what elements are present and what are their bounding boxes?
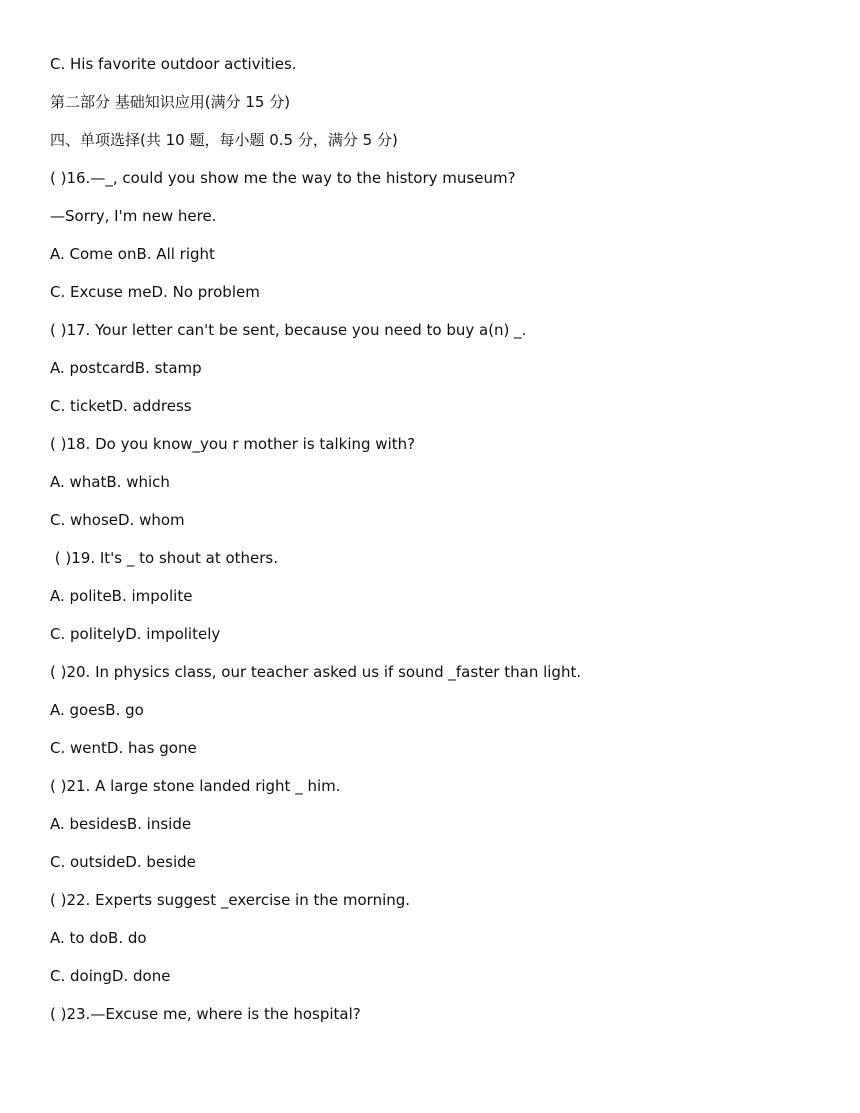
option-line: A. Come onB. All right xyxy=(50,245,215,263)
option-line: C. outsideD. beside xyxy=(50,853,196,871)
question-21: ( )21. A large stone landed right _ him. xyxy=(50,777,341,795)
question-18: ( )18. Do you know_you r mother is talking with? xyxy=(50,435,416,453)
option-line: A. to doB. do xyxy=(50,929,147,947)
question-20: ( )20. In physics class, our teacher asked us if sound _faster than light. xyxy=(50,663,582,681)
option-line: A. goesB. go xyxy=(50,701,144,719)
question-23: ( )23.—Excuse me, where is the hospital? xyxy=(50,1005,361,1023)
subsection-heading: 四、单项选择(共 10 题，每小题 0.5 分，满分 5 分) xyxy=(50,131,398,149)
question-19: ( )19. It's _ to shout at others. xyxy=(50,549,279,567)
option-line: C. Excuse meD. No problem xyxy=(50,283,260,301)
option-line: A. besidesB. inside xyxy=(50,815,192,833)
option-line: C. ticketD. address xyxy=(50,397,192,415)
option-line: C. politelyD. impolitely xyxy=(50,625,221,643)
option-line: C. whoseD. whom xyxy=(50,511,185,529)
option-line: C. doingD. done xyxy=(50,967,171,985)
section-heading: 第二部分 基础知识应用(满分 15 分) xyxy=(50,93,291,111)
option-line: A. politeB. impolite xyxy=(50,587,193,605)
document-body xyxy=(50,53,830,1041)
option-line: C. His favorite outdoor activities. xyxy=(50,55,297,73)
option-line: C. wentD. has gone xyxy=(50,739,197,757)
option-line: A. whatB. which xyxy=(50,473,170,491)
question-16: ( )16.—_, could you show me the way to the history museum? xyxy=(50,169,516,187)
question-17: ( )17. Your letter can't be sent, because you need to buy a(n) _. xyxy=(50,321,527,339)
question-22: ( )22. Experts suggest _exercise in the morning. xyxy=(50,891,411,909)
dialogue-line: —Sorry, I'm new here. xyxy=(50,207,217,225)
option-line: A. postcardB. stamp xyxy=(50,359,202,377)
